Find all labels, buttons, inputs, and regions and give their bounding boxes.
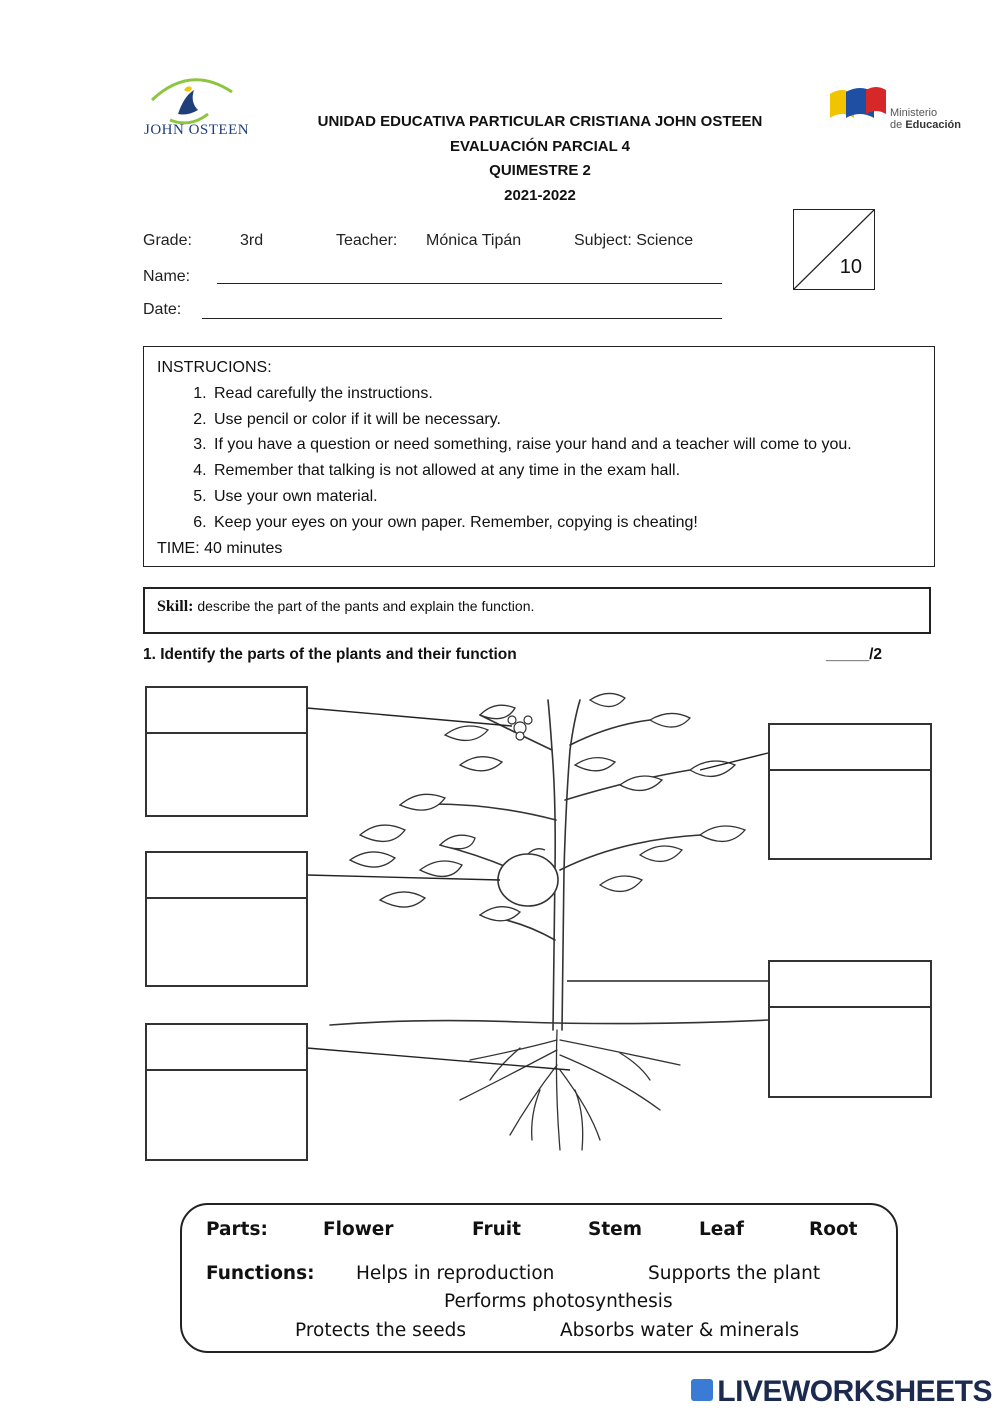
- label-box-part-field[interactable]: [770, 962, 930, 1008]
- fruit: [498, 854, 558, 906]
- school-logo: [140, 70, 250, 150]
- part-stem: Stem: [588, 1219, 642, 1240]
- instruction-item: 4. Remember that talking is not allowed at any time in the exam hall.: [211, 458, 921, 484]
- ministry-line2-bold: Educación: [905, 119, 961, 131]
- page-header: [250, 110, 830, 208]
- part-fruit: Fruit: [472, 1219, 521, 1240]
- skill-text: describe the part of the pants and explain the function.: [197, 598, 535, 614]
- label-box-function-field[interactable]: [770, 1008, 930, 1098]
- skill-box: [143, 587, 931, 634]
- label-box-part-field[interactable]: [147, 688, 306, 734]
- label-box-leaf: [768, 723, 932, 860]
- functions-label: Functions:: [206, 1263, 315, 1284]
- label-box-part-field[interactable]: [147, 1025, 306, 1071]
- leaf: [640, 846, 682, 861]
- school-logo-mark: [140, 70, 250, 130]
- liveworksheets-footer: [691, 1375, 992, 1409]
- function-supports: Supports the plant: [648, 1263, 821, 1284]
- leaf: [480, 907, 520, 921]
- leaf: [620, 776, 662, 790]
- leaf: [575, 758, 615, 771]
- function-reproduction: Helps in reproduction: [356, 1263, 555, 1284]
- skill-label: Skill:: [157, 598, 194, 615]
- leaf: [440, 835, 475, 848]
- ministry-line2-prefix: de: [890, 119, 903, 131]
- label-box-part-field[interactable]: [147, 853, 306, 899]
- score-total: 10: [839, 256, 862, 278]
- grade-value: 3rd: [240, 232, 264, 249]
- instruction-item: 3. If you have a question or need something, raise your hand and a teacher will come to you.: [211, 432, 921, 458]
- instructions-box: [143, 346, 935, 567]
- leaf: [350, 852, 395, 867]
- function-protects: Protects the seeds: [295, 1320, 466, 1341]
- name-field[interactable]: [217, 282, 722, 284]
- label-box-function-field[interactable]: [147, 899, 306, 987]
- label-box-stem: [768, 960, 932, 1098]
- label-box-function-field[interactable]: [147, 734, 306, 817]
- instructions-list: [157, 381, 921, 536]
- leaf: [650, 713, 690, 727]
- label-box-fruit: [145, 851, 308, 987]
- ministry-line1: Ministerio: [890, 107, 938, 119]
- function-absorbs: Absorbs water & minerals: [560, 1320, 800, 1341]
- instructions-title: INSTRUCIONS:: [157, 359, 272, 376]
- part-root: Root: [809, 1219, 858, 1240]
- parts-label: Parts:: [206, 1219, 268, 1240]
- school-year: 2021-2022: [504, 186, 576, 204]
- part-leaf: Leaf: [699, 1219, 744, 1240]
- leaf: [460, 757, 502, 771]
- function-photosynthesis: Performs photosynthesis: [444, 1291, 673, 1312]
- leaf: [360, 825, 405, 841]
- leaf: [590, 693, 625, 706]
- teacher-label: Teacher:: [336, 232, 398, 249]
- name-label: Name:: [143, 268, 191, 285]
- leaf: [700, 826, 745, 841]
- grade-label: Grade:: [143, 232, 192, 249]
- date-field[interactable]: [202, 317, 722, 319]
- leaf: [600, 876, 642, 891]
- instruction-item: 1. Read carefully the instructions.: [211, 381, 921, 407]
- roots: [460, 1030, 680, 1150]
- branch: [570, 720, 650, 745]
- date-label: Date:: [143, 301, 182, 318]
- leaf: [420, 861, 462, 876]
- flower: [508, 716, 532, 740]
- label-box-function-field[interactable]: [147, 1071, 306, 1161]
- leaf: [400, 794, 445, 810]
- ministry-text: [890, 107, 961, 131]
- score-box: [793, 209, 875, 290]
- school-logo-text: JOHN OSTEEN: [144, 122, 250, 138]
- liveworksheets-brand: LIVEWORKSHEETS: [717, 1375, 992, 1408]
- leaf: [445, 726, 488, 740]
- evaluation-title: EVALUACIÓN PARCIAL 4: [449, 137, 630, 155]
- leaf: [380, 892, 425, 907]
- quimestre: QUIMESTRE 2: [489, 162, 591, 179]
- instruction-item: 6. Keep your eyes on your own paper. Remember, copying is cheating!: [211, 510, 921, 536]
- ministry-logo: [828, 84, 978, 134]
- part-flower: Flower: [323, 1219, 394, 1240]
- school-name: UNIDAD EDUCATIVA PARTICULAR CRISTIANA JOHN OSTEEN: [317, 113, 763, 130]
- liveworksheets-logo-icon: [691, 1379, 713, 1401]
- question-text: 1. Identify the parts of the plants and their function: [143, 646, 517, 663]
- label-box-root: [145, 1023, 308, 1161]
- score-box-diagonal: [794, 210, 874, 289]
- question-score: _____/2: [826, 646, 883, 663]
- instruction-item: 2. Use pencil or color if it will be necessary.: [211, 407, 921, 433]
- instruction-item: 5. Use your own material.: [211, 484, 921, 510]
- word-bank: [180, 1203, 898, 1353]
- ministry-logo-mark: [828, 84, 890, 128]
- instructions-time: TIME: 40 minutes: [157, 539, 283, 557]
- label-box-part-field[interactable]: [770, 725, 930, 771]
- soil-line: [330, 1020, 770, 1025]
- label-box-flower: [145, 686, 308, 817]
- label-box-function-field[interactable]: [770, 771, 930, 860]
- teacher-value: Mónica Tipán: [426, 232, 522, 249]
- subject: Subject: Science: [574, 232, 694, 249]
